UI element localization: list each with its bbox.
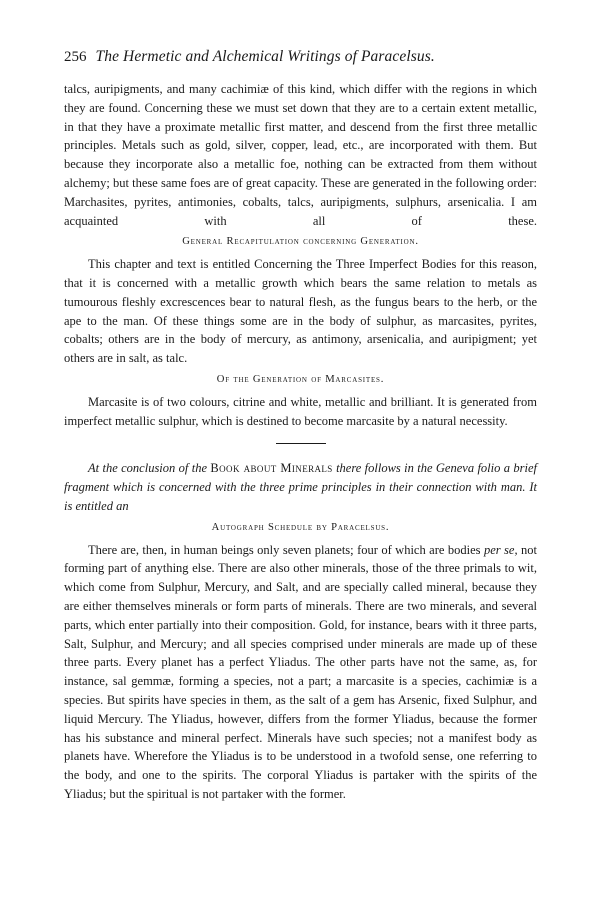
section-heading-recapitulation: General Recapitulation concerning Generation.	[182, 236, 419, 248]
editorial-note-part-c: there follows in the Geneva folio a brief fragment which is concerned with the three prime principles in their connection with man. It is entitled an	[64, 461, 537, 513]
section-divider	[276, 443, 326, 444]
editorial-note	[64, 459, 537, 515]
book-page	[64, 48, 537, 804]
page-number: 256	[64, 49, 87, 65]
running-title: The Hermetic and Alchemical Writings of Paracelsus.	[95, 48, 435, 65]
paragraph-3: Marcasite is of two colours, citrine and white, metallic and brilliant. It is generated from imperfect metallic sulphur, which is destined to become marcasite by a natural necessity.	[64, 394, 537, 428]
section-heading-autograph-schedule: Autograph Schedule by Paracelsus.	[211, 521, 390, 533]
section-heading-marcasites: Of the Generation of Marcasites.	[216, 373, 385, 385]
paragraph-5-part-c: not forming part of anything else. There are also other minerals, those of the three primals to wit, which come from Sulphur, Mercury, and Salt, and are specially called mineral, because they are either themselves minerals or form parts of minerals. There are two minerals, and several parts, which enter partially into their composition. Gold, for instance, bears with it three parts, Salt, Sulphur, and Mercury; and all species comprised under minerals are made up of these three parts. Every planet has a perfect Yliadus. The other parts have not the same, as, for instance, sal gemmæ, forming a species, not a part; a marcasite is a species, cachimiæ is a species. But spirits have species in them, as the salt of a gem has Arsenic, fixed Sulphur, and liquid Mercury. The Yliadus, however, differs from the former Yliadus, because the former has his substance and mineral perfect. Minerals have such species; not a manifest body as planets have. Wherefore the Yliadus is to be understood in a twofold sense, one referring to the body, and one to the spirits. The corporal Yliadus is partaker with the spirits of the Yliadus; but the spiritual is not partaker with the former.	[64, 542, 538, 801]
book-about-minerals: Book about Minerals	[210, 461, 333, 476]
paragraph-5	[64, 541, 537, 804]
per-se: per se,	[483, 542, 518, 557]
paragraph-2: This chapter and text is entitled Concerning the Three Imperfect Bodies for this reason, that it is concerned with a metallic growth which bears the same relation to metals as tumourous fleshly excrescences bear to natural flesh, as the fungus bears to the herb, or the ape to the man. Of these things some are in the body of sulphur, as marcasites, pyrites, cobalts; others are in the body of mercury, as antimony, arsenicalia, and auripigment; yet others are in salt, as talc.	[64, 257, 537, 366]
paragraph-5-part-a: There are, then, in human beings only seven planets; four of which are bodies	[88, 542, 481, 557]
paragraph-1: talcs, auripigments, and many cachimiæ of this kind, which differ with the regions in which they are found. Concerning these we must set down that they are to a certain extent metallic, in that they have a proximate metallic first matter, and descend from the first three metallic principles. Metals such as gold, silver, copper, lead, etc., are incorporated with them. But because they incorporate also a metallic foe, nothing can be extracted from them without alchemy; but these same foes are of great capacity. These are generated in the following order: Marchasites, pyrites, antimonies, cobalts, talcs, auripigments, sulphurs, arsenicalia. I am acquainted with all of these.	[64, 82, 537, 228]
page-header	[64, 48, 537, 72]
editorial-note-part-a: At the conclusion of the	[88, 461, 208, 476]
